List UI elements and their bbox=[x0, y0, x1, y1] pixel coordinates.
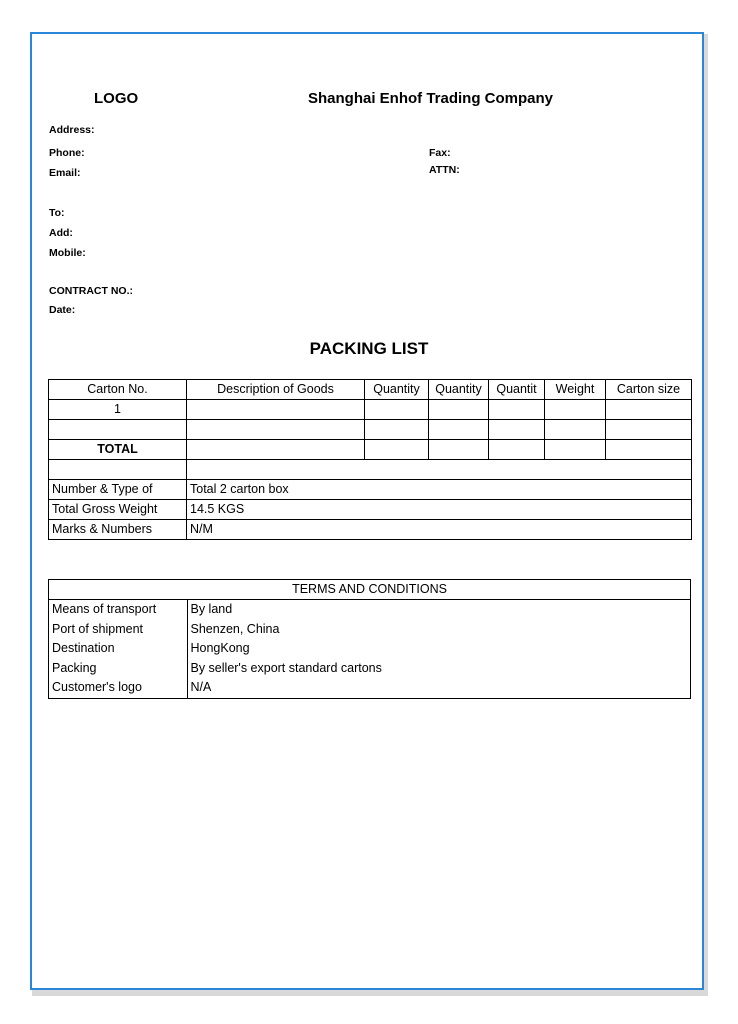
document-page bbox=[30, 32, 704, 990]
header-quantity-3: Quantit bbox=[489, 380, 545, 400]
table-row bbox=[49, 400, 692, 420]
terms-row bbox=[49, 678, 690, 698]
terms-table bbox=[49, 580, 690, 698]
terms-row bbox=[49, 639, 690, 659]
header-quantity: Quantity bbox=[365, 380, 429, 400]
total-label: TOTAL bbox=[49, 440, 187, 460]
summary-value: Total 2 carton box bbox=[187, 480, 692, 500]
terms-label: Packing bbox=[49, 659, 187, 679]
cell bbox=[365, 440, 429, 460]
total-row bbox=[49, 440, 692, 460]
document-title: PACKING LIST bbox=[309, 339, 429, 358]
fax-label: Fax: bbox=[429, 147, 451, 159]
terms-row bbox=[49, 620, 690, 640]
table-row bbox=[49, 420, 692, 440]
cell bbox=[429, 440, 489, 460]
cell bbox=[429, 400, 489, 420]
spacer-row bbox=[49, 460, 692, 480]
summary-label: Marks & Numbers bbox=[49, 520, 187, 540]
summary-label: Total Gross Weight bbox=[49, 500, 187, 520]
terms-label: Port of shipment bbox=[49, 620, 187, 640]
cell bbox=[606, 400, 692, 420]
header-carton-size: Carton size bbox=[606, 380, 692, 400]
terms-heading: TERMS AND CONDITIONS bbox=[49, 580, 690, 600]
terms-value: Shenzen, China bbox=[190, 621, 280, 636]
email-label: Email: bbox=[49, 167, 81, 179]
attn-label: ATTN: bbox=[429, 164, 460, 176]
date-label: Date: bbox=[49, 304, 76, 316]
cell bbox=[606, 420, 692, 440]
cell bbox=[187, 420, 365, 440]
cell bbox=[545, 400, 606, 420]
terms-label: Destination bbox=[49, 639, 187, 659]
cell bbox=[429, 420, 489, 440]
address-label: Address: bbox=[49, 124, 95, 136]
terms-value: By seller's export standard cartons bbox=[190, 660, 382, 675]
summary-value: 14.5 KGS bbox=[187, 500, 692, 520]
summary-value: N/M bbox=[187, 520, 692, 540]
packing-table bbox=[48, 379, 692, 540]
terms-label: Means of transport bbox=[49, 600, 187, 620]
summary-row bbox=[49, 480, 692, 500]
header-carton-no: Carton No. bbox=[49, 380, 187, 400]
cell-description bbox=[187, 400, 365, 420]
terms-row bbox=[49, 600, 690, 620]
cell bbox=[545, 440, 606, 460]
terms-row bbox=[49, 659, 690, 679]
cell bbox=[365, 400, 429, 420]
mobile-label: Mobile: bbox=[49, 247, 86, 259]
cell bbox=[545, 420, 606, 440]
cell bbox=[489, 400, 545, 420]
add-label: Add: bbox=[49, 227, 73, 239]
summary-row bbox=[49, 500, 692, 520]
cell bbox=[489, 420, 545, 440]
cell bbox=[489, 440, 545, 460]
company-name: Shanghai Enhof Trading Company bbox=[308, 90, 554, 107]
terms-value: N/A bbox=[190, 680, 212, 694]
summary-label: Number & Type of bbox=[49, 480, 187, 500]
phone-label: Phone: bbox=[49, 147, 85, 159]
terms-heading-row bbox=[49, 580, 690, 600]
cell bbox=[187, 440, 365, 460]
to-label: To: bbox=[49, 207, 65, 219]
cell bbox=[365, 420, 429, 440]
terms-value: By land bbox=[190, 602, 233, 616]
cell bbox=[606, 440, 692, 460]
summary-row bbox=[49, 520, 692, 540]
header-description: Description of Goods bbox=[187, 380, 365, 400]
table-header-row bbox=[49, 380, 692, 400]
terms-box bbox=[48, 579, 691, 699]
cell bbox=[49, 420, 187, 440]
terms-value: HongKong bbox=[190, 641, 250, 655]
cell bbox=[187, 460, 692, 480]
cell-carton-no: 1 bbox=[49, 400, 187, 420]
terms-label: Customer's logo bbox=[49, 678, 187, 698]
contract-no-label: CONTRACT NO.: bbox=[49, 285, 133, 297]
cell bbox=[49, 460, 187, 480]
header-quantity-2: Quantity bbox=[429, 380, 489, 400]
header-weight: Weight bbox=[545, 380, 606, 400]
logo-placeholder: LOGO bbox=[94, 90, 139, 107]
